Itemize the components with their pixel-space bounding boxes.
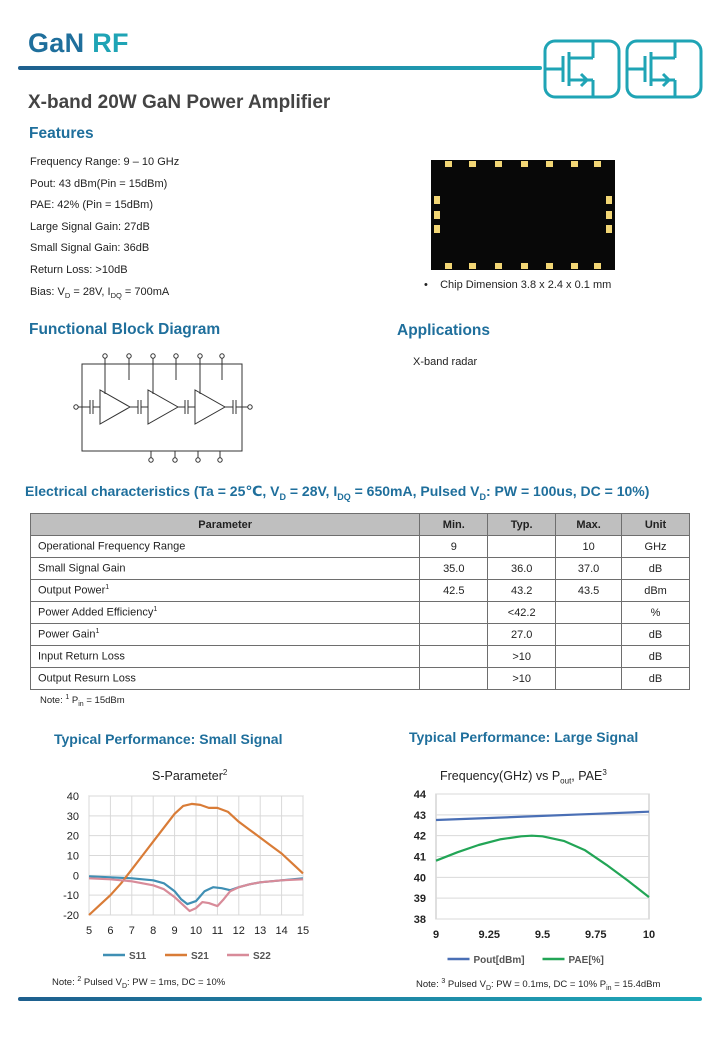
header-unit: Unit xyxy=(622,514,690,536)
feature-large-gain: Large Signal Gain: 27dB xyxy=(30,220,150,233)
large-signal-note: Note: $^3$ Pulsed $V_D$: PW = 0.1ms, DC = 10% $P_{in} = 15.4dBm$ xyxy=(416,978,661,993)
features-list xyxy=(30,152,179,306)
header-max: Max. xyxy=(556,514,622,536)
x-tick-label: 14 xyxy=(275,925,288,937)
features-heading: Features xyxy=(29,125,94,142)
small-signal-heading: Typical Performance: Small Signal xyxy=(54,731,283,747)
y-tick-label: -20 xyxy=(63,910,79,922)
functional-block-diagram xyxy=(70,350,260,465)
x-tick-label: 11 xyxy=(211,925,224,937)
legend-label: S22 xyxy=(253,951,271,962)
y-tick-label: 43 xyxy=(413,809,426,822)
feature-pout: Pout: 43 dBm(Pin = 15dBm) xyxy=(30,177,168,190)
feature-frequency: Frequency Range: 9 – 10 GHz xyxy=(30,156,180,168)
table-row: Power Gain$^1$ 27.0 dB xyxy=(31,624,690,646)
y-tick-label: 44 xyxy=(413,789,426,801)
legend-label: S11 xyxy=(129,951,147,962)
header-typ: Typ. xyxy=(488,514,556,536)
brand-gan: GaN xyxy=(28,28,85,58)
y-tick-label: 40 xyxy=(413,872,426,885)
table-row: Small Signal Gain 35.0 36.0 37.0 dB xyxy=(31,558,690,580)
s-parameter-chart xyxy=(40,785,330,965)
x-tick-label: 6 xyxy=(107,925,114,937)
table-row: Power Added Efficiency$^1$ <42.2 % xyxy=(31,602,690,624)
table-note: Note: $^1$ $P_{in} = 15dBm$ xyxy=(40,694,125,709)
x-tick-label: 9 xyxy=(432,929,440,941)
electrical-heading: Electrical characteristics (Ta = 25℃, $V_D = 28V$, $I_{DQ} = 650mA$, Pulsed $V_D$: PW = 100us, DC = 10%) xyxy=(25,483,650,502)
x-tick-label: 13 xyxy=(254,925,267,937)
brand-rf: RF xyxy=(92,28,129,58)
x-tick-label: 10 xyxy=(642,929,656,941)
header-parameter: Parameter xyxy=(31,514,420,536)
y-tick-label: -10 xyxy=(63,890,79,903)
s-parameter-title: S-Parameter$^2$ xyxy=(152,768,228,784)
large-signal-heading: Typical Performance: Large Signal xyxy=(409,729,639,745)
chip-dimension: • Chip Dimension 3.8 x 2.4 x 0.1 mm xyxy=(424,279,612,291)
footer-divider xyxy=(18,997,702,1001)
feature-bias: Bias: $V_D = 28V$, $I_{DQ} = 700mA$ xyxy=(30,285,170,300)
series-line-pae- xyxy=(436,836,649,897)
x-tick-label: 5 xyxy=(85,925,93,937)
y-tick-label: 39 xyxy=(413,893,426,906)
table-row: Output Resurn Loss >10 dB xyxy=(31,668,690,690)
x-tick-label: 12 xyxy=(232,925,245,937)
table-header-row xyxy=(31,514,690,536)
x-tick-label: 7 xyxy=(128,925,135,937)
electrical-table xyxy=(30,513,690,690)
y-tick-label: 40 xyxy=(66,791,79,803)
y-tick-label: 20 xyxy=(66,830,79,843)
feature-return-loss: Return Loss: >10dB xyxy=(30,263,128,276)
y-tick-label: 41 xyxy=(413,851,426,864)
x-tick-label: 10 xyxy=(189,925,203,937)
x-tick-label: 9 xyxy=(171,925,178,937)
header-min: Min. xyxy=(420,514,488,536)
legend-label: Pout[dBm] xyxy=(473,955,525,965)
pout-pae-title: Frequency(GHz) vs $P_{out}$, PAE$^3$ xyxy=(440,768,607,786)
applications-heading: Applications xyxy=(397,322,491,339)
company-logo-icon xyxy=(543,38,703,100)
table-row: Input Return Loss >10 dB xyxy=(31,646,690,668)
chip-image xyxy=(431,160,615,270)
application-item: X-band radar xyxy=(413,356,478,368)
x-tick-label: 8 xyxy=(150,925,157,937)
block-diagram-heading: Functional Block Diagram xyxy=(29,321,221,338)
table-row: Output Power$^1$ 42.5 43.2 43.5 dBm xyxy=(31,580,690,602)
legend-label: S21 xyxy=(191,951,209,962)
header-divider xyxy=(18,66,542,70)
series-line-pout-dbm- xyxy=(436,812,649,820)
x-tick-label: 15 xyxy=(296,925,310,937)
y-tick-label: 38 xyxy=(413,914,426,926)
table-row: Operational Frequency Range 9 10 GHz xyxy=(31,536,690,558)
pout-pae-chart xyxy=(398,785,678,965)
x-tick-label: 9.5 xyxy=(534,929,551,941)
y-tick-label: 10 xyxy=(66,850,79,863)
product-title: X-band 20W GaN Power Amplifier xyxy=(28,92,331,113)
y-tick-label: 0 xyxy=(72,870,79,883)
feature-pae: PAE: 42% (Pin = 15dBm) xyxy=(30,199,153,212)
x-tick-label: 9.25 xyxy=(478,929,500,941)
y-tick-label: 30 xyxy=(66,810,79,823)
brand-title xyxy=(28,28,129,59)
x-tick-label: 9.75 xyxy=(585,929,607,941)
small-signal-note: Note: $^2$ Pulsed $V_D$: PW = 1ms, DC = 10% xyxy=(52,976,226,991)
y-tick-label: 42 xyxy=(413,830,426,843)
legend-label: PAE[%] xyxy=(568,955,604,965)
feature-small-gain: Small Signal Gain: 36dB xyxy=(30,242,150,255)
